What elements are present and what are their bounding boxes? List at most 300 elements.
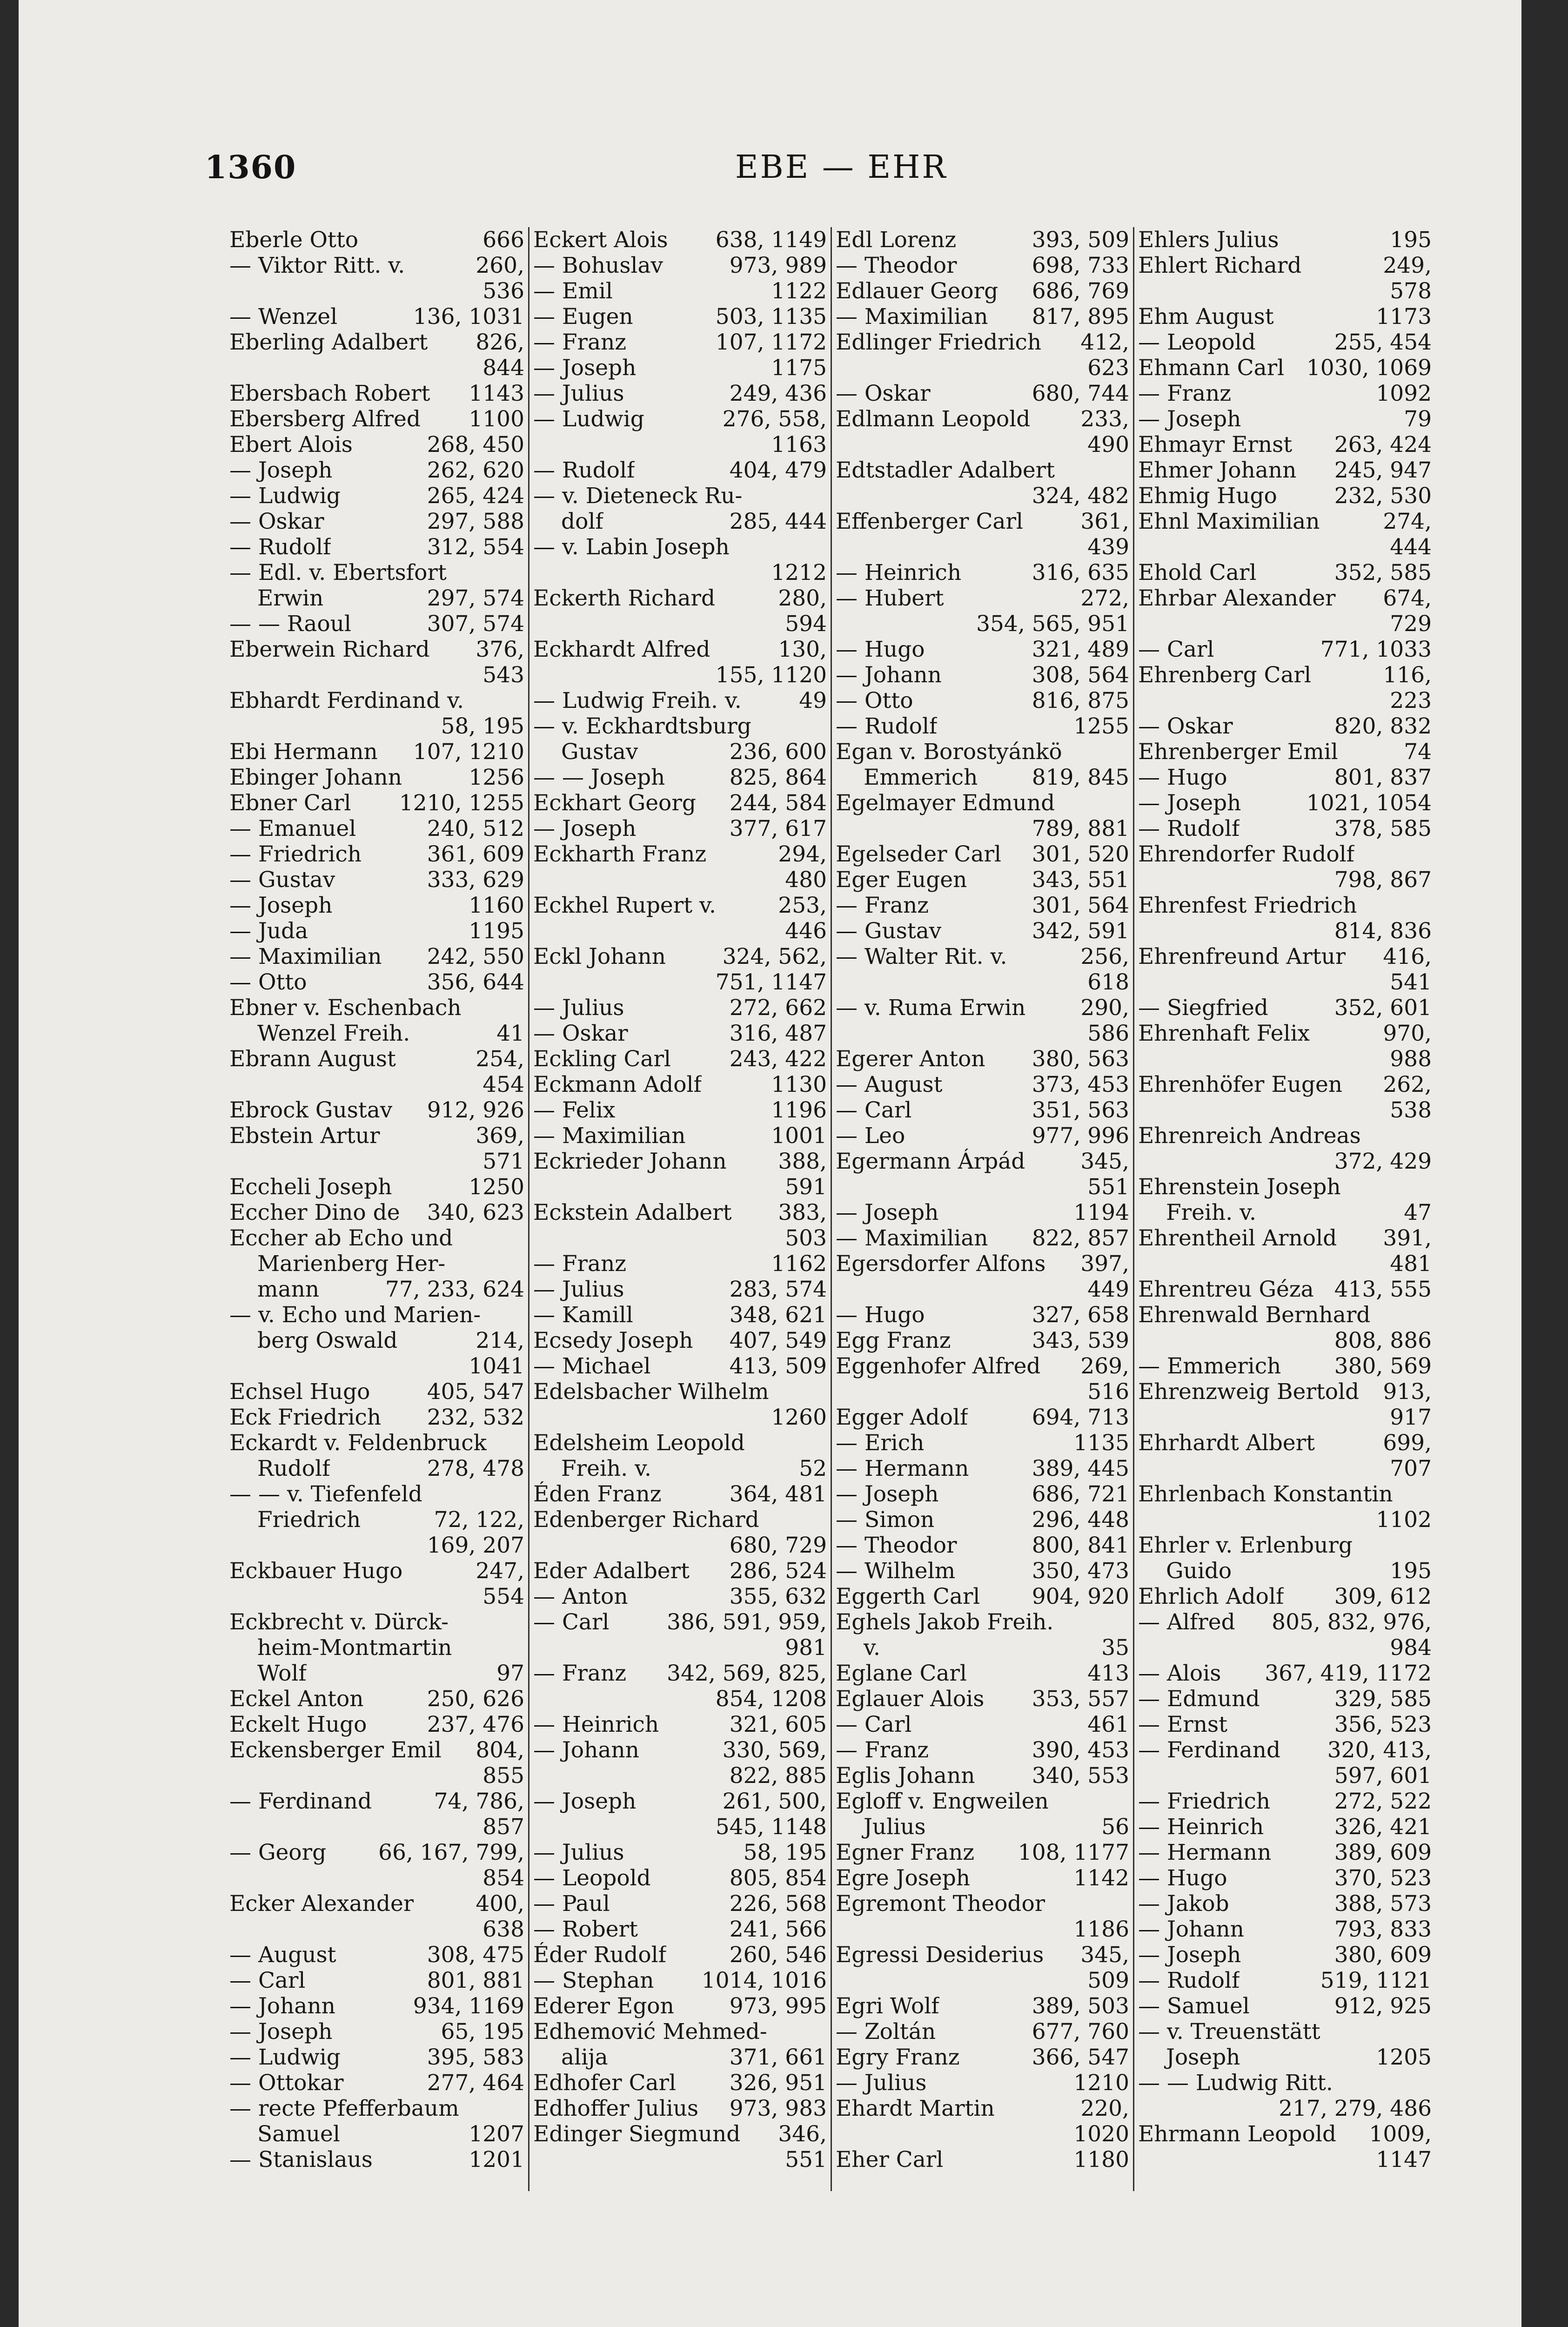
index-entry — [533, 662, 827, 688]
entry-page-refs: 297, 574 — [427, 585, 524, 611]
entry-name: Ehardt Martin — [836, 2096, 995, 2121]
index-entry — [836, 2121, 1129, 2147]
entry-name: — Oskar — [1138, 713, 1233, 739]
index-entry — [1138, 1097, 1432, 1123]
entry-page-refs: 226, 568 — [729, 1891, 827, 1917]
entry-page-refs: 413, 509 — [729, 1353, 827, 1379]
index-entry — [1138, 355, 1432, 381]
entry-name: Ebstein Artur — [229, 1123, 380, 1149]
index-entry — [1138, 1405, 1432, 1430]
index-entry — [1138, 1430, 1432, 1456]
entry-name: dolf — [561, 509, 603, 534]
entry-page-refs: 237, 476 — [427, 1712, 524, 1737]
entry-name: Gustav — [561, 739, 638, 765]
index-entry — [229, 304, 524, 330]
entry-name: Ebi Hermann — [229, 739, 378, 765]
entry-page-refs: 35 — [1101, 1635, 1129, 1661]
entry-page-refs: 377, 617 — [729, 816, 827, 841]
entry-page-refs: 1250 — [469, 1174, 524, 1200]
index-entry — [1138, 1200, 1432, 1225]
entry-page-refs: 97 — [496, 1661, 524, 1686]
entry-page-refs: 389, 445 — [1032, 1456, 1129, 1481]
index-entry — [836, 969, 1129, 995]
entry-name: — Emil — [533, 278, 613, 304]
entry-name: — Friedrich — [229, 841, 362, 867]
entry-page-refs: 232, 530 — [1334, 483, 1432, 509]
entry-name: Ehrenhöfer Eugen — [1138, 1072, 1343, 1097]
index-entry — [1138, 2070, 1432, 2096]
entry-page-refs: 58, 195 — [441, 713, 524, 739]
entry-page-refs: 820, 832 — [1334, 713, 1432, 739]
index-entry — [533, 611, 827, 637]
index-entry — [836, 1379, 1129, 1405]
entry-name: Ehold Carl — [1138, 560, 1257, 585]
index-entry — [836, 1917, 1129, 1942]
index-entry — [229, 1225, 524, 1251]
entry-page-refs: 680, 729 — [729, 1533, 827, 1558]
entry-name: — Ernst — [1138, 1712, 1227, 1737]
entry-name: Ecsedy Joseph — [533, 1328, 693, 1353]
entry-page-refs: 541 — [1390, 969, 1432, 995]
index-entry — [533, 227, 827, 253]
index-entry — [229, 1200, 524, 1225]
entry-page-refs: 1207 — [469, 2121, 524, 2147]
entry-name: — Julius — [533, 381, 624, 406]
index-entry — [229, 1405, 524, 1430]
entry-page-refs: 340, 623 — [427, 1200, 524, 1225]
index-entry — [1138, 1737, 1432, 1763]
entry-name: heim-Montmartin — [257, 1635, 452, 1661]
index-entry — [1138, 1456, 1432, 1481]
entry-name: Ehrenhaft Felix — [1138, 1021, 1310, 1046]
index-entry — [1138, 1123, 1432, 1149]
entry-page-refs: 272, 522 — [1334, 1789, 1432, 1814]
entry-name: — Ludwig — [533, 406, 644, 432]
entry-name: — Oskar — [836, 381, 931, 406]
entry-name: — Julius — [533, 1840, 624, 1865]
index-entry — [533, 918, 827, 944]
entry-page-refs: 699, — [1383, 1430, 1432, 1456]
entry-page-refs: 1021, 1054 — [1306, 790, 1432, 816]
index-entry — [836, 1097, 1129, 1123]
entry-name: Eckert Alois — [533, 227, 668, 253]
entry-page-refs: 800, 841 — [1032, 1533, 1129, 1558]
entry-page-refs: 276, 558, — [722, 406, 827, 432]
entry-page-refs: 286, 524 — [729, 1558, 827, 1584]
index-entry — [229, 1072, 524, 1097]
entry-page-refs: 816, 875 — [1032, 688, 1129, 713]
index-entry — [1138, 432, 1432, 457]
index-entry — [1138, 1225, 1432, 1251]
index-entry — [1138, 918, 1432, 944]
entry-name: — Heinrich — [1138, 1814, 1264, 1840]
index-entry — [836, 585, 1129, 611]
index-entry — [1138, 381, 1432, 406]
entry-page-refs: 241, 566 — [729, 1917, 827, 1942]
name-index-columns — [226, 227, 1435, 2191]
index-entry — [229, 1353, 524, 1379]
index-entry — [229, 1123, 524, 1149]
entry-name: Ehrenwald Bernhard — [1138, 1302, 1371, 1328]
entry-page-refs: 343, 539 — [1032, 1328, 1129, 1353]
entry-name: Egger Adolf — [836, 1405, 968, 1430]
index-entry — [533, 1353, 827, 1379]
index-entry — [1138, 1712, 1432, 1737]
entry-page-refs: 917 — [1390, 1405, 1432, 1430]
entry-page-refs: 326, 421 — [1334, 1814, 1432, 1840]
entry-page-refs: 412, — [1080, 330, 1129, 355]
entry-name: Ehmer Johann — [1138, 457, 1297, 483]
index-entry — [836, 662, 1129, 688]
entry-page-refs: 439 — [1087, 534, 1129, 560]
index-entry — [229, 227, 524, 253]
entry-name: Guido — [1166, 1558, 1232, 1584]
entry-name: Eckardt v. Feldenbruck — [229, 1430, 487, 1456]
entry-page-refs: 1173 — [1376, 304, 1432, 330]
index-entry — [1138, 2147, 1432, 2172]
entry-name: — Maximilian — [229, 944, 382, 969]
entry-page-refs: 854 — [482, 1865, 524, 1891]
index-entry — [533, 1277, 827, 1302]
entry-name: — Johann — [836, 662, 942, 688]
entry-page-refs: 388, 573 — [1334, 1891, 1432, 1917]
entry-name: — Edmund — [1138, 1686, 1260, 1712]
entry-name: Ehrenberg Carl — [1138, 662, 1312, 688]
entry-name: — Gustav — [229, 867, 335, 893]
index-entry — [533, 509, 827, 534]
entry-name: Edlinger Friedrich — [836, 330, 1042, 355]
entry-page-refs: 391, — [1383, 1225, 1432, 1251]
index-entry — [836, 1686, 1129, 1712]
entry-name: Eckhel Rupert v. — [533, 893, 716, 918]
entry-name: — Johann — [533, 1737, 639, 1763]
index-entry — [229, 969, 524, 995]
entry-page-refs: 798, 867 — [1334, 867, 1432, 893]
index-entry — [229, 688, 524, 713]
entry-name: — Stephan — [533, 1968, 654, 1993]
entry-page-refs: 285, 444 — [729, 509, 827, 534]
entry-page-refs: 400, — [476, 1891, 524, 1917]
entry-name: — Gustav — [836, 918, 942, 944]
index-entry — [533, 790, 827, 816]
index-entry — [229, 1456, 524, 1481]
index-entry — [229, 1021, 524, 1046]
index-entry — [836, 944, 1129, 969]
index-entry — [533, 1533, 827, 1558]
entry-name: — Hugo — [1138, 765, 1227, 790]
entry-page-refs: 320, 413, — [1327, 1737, 1432, 1763]
entry-name: — — Joseph — [533, 765, 665, 790]
entry-page-refs: 262, 620 — [427, 457, 524, 483]
entry-page-refs: 155, 1120 — [715, 662, 827, 688]
index-entry — [229, 1763, 524, 1789]
index-entry — [836, 1533, 1129, 1558]
entry-name: — Maximilian — [836, 304, 988, 330]
entry-page-refs: 698, 733 — [1032, 253, 1129, 278]
index-entry — [836, 1225, 1129, 1251]
index-entry — [533, 765, 827, 790]
entry-page-refs: 356, 523 — [1334, 1712, 1432, 1737]
entry-page-refs: 1001 — [771, 1123, 827, 1149]
index-entry — [229, 278, 524, 304]
entry-page-refs: 674, — [1383, 585, 1432, 611]
index-entry — [229, 1481, 524, 1507]
index-entry — [836, 713, 1129, 739]
entry-name: — Ferdinand — [1138, 1737, 1281, 1763]
index-entry — [1138, 1174, 1432, 1200]
entry-name: — Georg — [229, 1840, 327, 1865]
entry-page-refs: 330, 569, — [722, 1737, 827, 1763]
index-entry — [229, 381, 524, 406]
index-entry — [533, 1968, 827, 1993]
index-entry — [836, 1149, 1129, 1174]
index-entry — [836, 2070, 1129, 2096]
entry-page-refs: 509 — [1087, 1968, 1129, 1993]
index-entry — [1138, 1686, 1432, 1712]
entry-name: Eckl Johann — [533, 944, 666, 969]
index-entry — [836, 534, 1129, 560]
index-entry — [229, 944, 524, 969]
entry-page-refs: 819, 845 — [1032, 765, 1129, 790]
index-entry — [533, 1891, 827, 1917]
entry-page-refs: 857 — [482, 1814, 524, 1840]
entry-page-refs: 1186 — [1073, 1917, 1129, 1942]
index-entry — [533, 1456, 827, 1481]
entry-name: — v. Labin Joseph — [533, 534, 730, 560]
index-entry — [1138, 1046, 1432, 1072]
entry-page-refs: 1205 — [1376, 2045, 1432, 2070]
entry-name: Edinger Siegmund — [533, 2121, 741, 2147]
index-entry — [533, 1942, 827, 1968]
index-entry — [533, 1993, 827, 2019]
entry-page-refs: 294, — [778, 841, 827, 867]
entry-page-refs: 1180 — [1073, 2147, 1129, 2172]
index-entry — [836, 1891, 1129, 1917]
entry-name: Éder Rudolf — [533, 1942, 667, 1968]
entry-name: — Walter Rit. v. — [836, 944, 1007, 969]
entry-name: Egry Franz — [836, 2045, 960, 2070]
entry-page-refs: 366, 547 — [1032, 2045, 1129, 2070]
entry-name: Ehlers Julius — [1138, 227, 1279, 253]
index-entry — [533, 1174, 827, 1200]
entry-page-refs: 817, 895 — [1032, 304, 1129, 330]
index-entry — [836, 1840, 1129, 1865]
entry-name: Egri Wolf — [836, 1993, 939, 2019]
entry-page-refs: 503, 1135 — [715, 304, 827, 330]
index-entry — [229, 1149, 524, 1174]
index-entry — [836, 739, 1129, 765]
index-entry — [229, 1635, 524, 1661]
entry-name: — — Ludwig Ritt. — [1138, 2070, 1333, 2096]
entry-page-refs: 367, 419, 1172 — [1265, 1661, 1432, 1686]
entry-name: — v. Dieteneck Ru- — [533, 483, 743, 509]
index-entry — [229, 1328, 524, 1353]
entry-name: — Rudolf — [533, 457, 635, 483]
entry-page-refs: 58, 195 — [743, 1840, 827, 1865]
entry-page-refs: 130, — [778, 637, 827, 662]
entry-page-refs: 244, 584 — [729, 790, 827, 816]
entry-page-refs: 136, 1031 — [413, 304, 524, 330]
index-entry — [533, 1712, 827, 1737]
entry-name: Éden Franz — [533, 1481, 662, 1507]
entry-page-refs: 41 — [496, 1021, 524, 1046]
entry-page-refs: 618 — [1087, 969, 1129, 995]
entry-page-refs: 1102 — [1376, 1507, 1432, 1533]
entry-page-refs: 981 — [785, 1635, 827, 1661]
entry-name: — Rudolf — [1138, 1968, 1240, 1993]
entry-name: — Siegfried — [1138, 995, 1268, 1021]
entry-name: Egremont Theodor — [836, 1891, 1045, 1917]
index-entry — [836, 2147, 1129, 2172]
entry-page-refs: 356, 644 — [427, 969, 524, 995]
index-entry — [533, 816, 827, 841]
index-entry — [1138, 1481, 1432, 1507]
entry-name: Wenzel Freih. — [257, 1021, 410, 1046]
entry-page-refs: 751, 1147 — [715, 969, 827, 995]
index-entry — [533, 713, 827, 739]
entry-page-refs: 380, 609 — [1334, 1942, 1432, 1968]
entry-page-refs: 808, 886 — [1334, 1328, 1432, 1353]
entry-name: Ehrenfest Friedrich — [1138, 893, 1357, 918]
index-entry — [836, 1328, 1129, 1353]
entry-name: — recte Pfefferbaum — [229, 2096, 459, 2121]
index-entry — [229, 1814, 524, 1840]
entry-page-refs: 449 — [1087, 1277, 1129, 1302]
entry-name: Eckensberger Emil — [229, 1737, 442, 1763]
entry-name: Eglauer Alois — [836, 1686, 985, 1712]
entry-page-refs: 321, 605 — [729, 1712, 827, 1737]
index-entry — [1138, 713, 1432, 739]
entry-name: Ebert Alois — [229, 432, 353, 457]
entry-name: — Zoltán — [836, 2019, 936, 2045]
index-entry — [229, 739, 524, 765]
entry-name: Eccher ab Echo und — [229, 1225, 453, 1251]
entry-page-refs: 329, 585 — [1334, 1686, 1432, 1712]
index-entry — [836, 1763, 1129, 1789]
entry-page-refs: 389, 609 — [1334, 1840, 1432, 1865]
index-entry — [229, 1609, 524, 1635]
entry-name: — Emmerich — [1138, 1353, 1281, 1379]
index-entry — [229, 483, 524, 509]
index-entry — [533, 867, 827, 893]
index-entry — [533, 1046, 827, 1072]
entry-page-refs: 340, 553 — [1032, 1763, 1129, 1789]
entry-page-refs: 272, — [1080, 585, 1129, 611]
entry-name: — Joseph — [1138, 790, 1241, 816]
index-entry — [836, 1251, 1129, 1277]
entry-page-refs: 265, 424 — [427, 483, 524, 509]
index-entry — [229, 1993, 524, 2019]
entry-name: Ederer Egon — [533, 1993, 674, 2019]
index-entry — [1138, 330, 1432, 355]
entry-name: Echsel Hugo — [229, 1379, 370, 1405]
index-entry — [533, 1379, 827, 1405]
entry-name: Rudolf — [257, 1456, 330, 1481]
index-entry — [229, 995, 524, 1021]
index-entry — [1138, 1021, 1432, 1046]
entry-name: — Julius — [533, 995, 624, 1021]
entry-name: Ehrlich Adolf — [1138, 1584, 1284, 1609]
index-entry — [533, 560, 827, 585]
entry-name: Ehmann Carl — [1138, 355, 1285, 381]
entry-page-refs: 370, 523 — [1334, 1865, 1432, 1891]
index-entry — [1138, 2019, 1432, 2045]
index-entry — [533, 1737, 827, 1763]
index-entry — [836, 816, 1129, 841]
index-entry — [229, 1942, 524, 1968]
entry-page-refs: 1256 — [469, 765, 524, 790]
index-entry — [836, 1200, 1129, 1225]
entry-page-refs: 822, 885 — [729, 1763, 827, 1789]
index-entry — [1138, 1942, 1432, 1968]
entry-name: — Rudolf — [229, 534, 331, 560]
entry-name: — Franz — [533, 1251, 627, 1277]
entry-page-refs: 1194 — [1073, 1200, 1129, 1225]
entry-name: — Ludwig — [229, 2045, 341, 2070]
entry-page-refs: 413, 555 — [1334, 1277, 1432, 1302]
entry-name: Ehrlenbach Konstantin — [1138, 1481, 1393, 1507]
index-entry — [533, 1814, 827, 1840]
entry-name: Eck Friedrich — [229, 1405, 382, 1430]
entry-name: Ehrenreich Andreas — [1138, 1123, 1361, 1149]
entry-name: Marienberg Her- — [257, 1251, 446, 1277]
index-entry — [229, 1302, 524, 1328]
entry-page-refs: 260, — [476, 253, 524, 278]
entry-name: Egre Joseph — [836, 1865, 971, 1891]
index-entry — [836, 2019, 1129, 2045]
entry-name: — Anton — [533, 1584, 628, 1609]
index-entry — [836, 1072, 1129, 1097]
index-entry — [1138, 483, 1432, 509]
index-entry — [229, 2070, 524, 2096]
entry-page-refs: 1122 — [771, 278, 827, 304]
index-entry — [229, 330, 524, 355]
entry-page-refs: 321, 489 — [1032, 637, 1129, 662]
entry-name: Edlauer Georg — [836, 278, 998, 304]
entry-page-refs: 278, 478 — [427, 1456, 524, 1481]
entry-name: — Joseph — [229, 2019, 333, 2045]
entry-name: — Edl. v. Ebertsfort — [229, 560, 447, 585]
index-column-3 — [831, 227, 1133, 2191]
index-entry — [1138, 1072, 1432, 1097]
index-entry — [229, 1251, 524, 1277]
entry-name: — Franz — [836, 1737, 929, 1763]
index-entry — [229, 816, 524, 841]
entry-page-refs: 232, 532 — [427, 1405, 524, 1430]
entry-name: — Joseph — [1138, 1942, 1241, 1968]
index-entry — [533, 1661, 827, 1686]
entry-page-refs: 342, 569, 825, — [667, 1661, 827, 1686]
entry-name: Eberle Otto — [229, 227, 359, 253]
index-entry — [836, 1174, 1129, 1200]
entry-page-refs: 348, 621 — [729, 1302, 827, 1328]
index-entry — [533, 969, 827, 995]
entry-page-refs: 316, 487 — [729, 1021, 827, 1046]
index-entry — [229, 918, 524, 944]
entry-name: — Ludwig Freih. v. — [533, 688, 742, 713]
index-entry — [229, 2019, 524, 2045]
entry-name: — Stanislaus — [229, 2147, 373, 2172]
entry-name: — Carl — [533, 1609, 610, 1635]
index-entry — [836, 330, 1129, 355]
entry-name: — Erich — [836, 1430, 925, 1456]
entry-page-refs: 1147 — [1376, 2147, 1432, 2172]
entry-name: — Eugen — [533, 304, 633, 330]
entry-name: — Julius — [836, 2070, 927, 2096]
entry-name: — Joseph — [533, 355, 637, 381]
entry-name: Egner Franz — [836, 1840, 975, 1865]
index-entry — [533, 1635, 827, 1661]
